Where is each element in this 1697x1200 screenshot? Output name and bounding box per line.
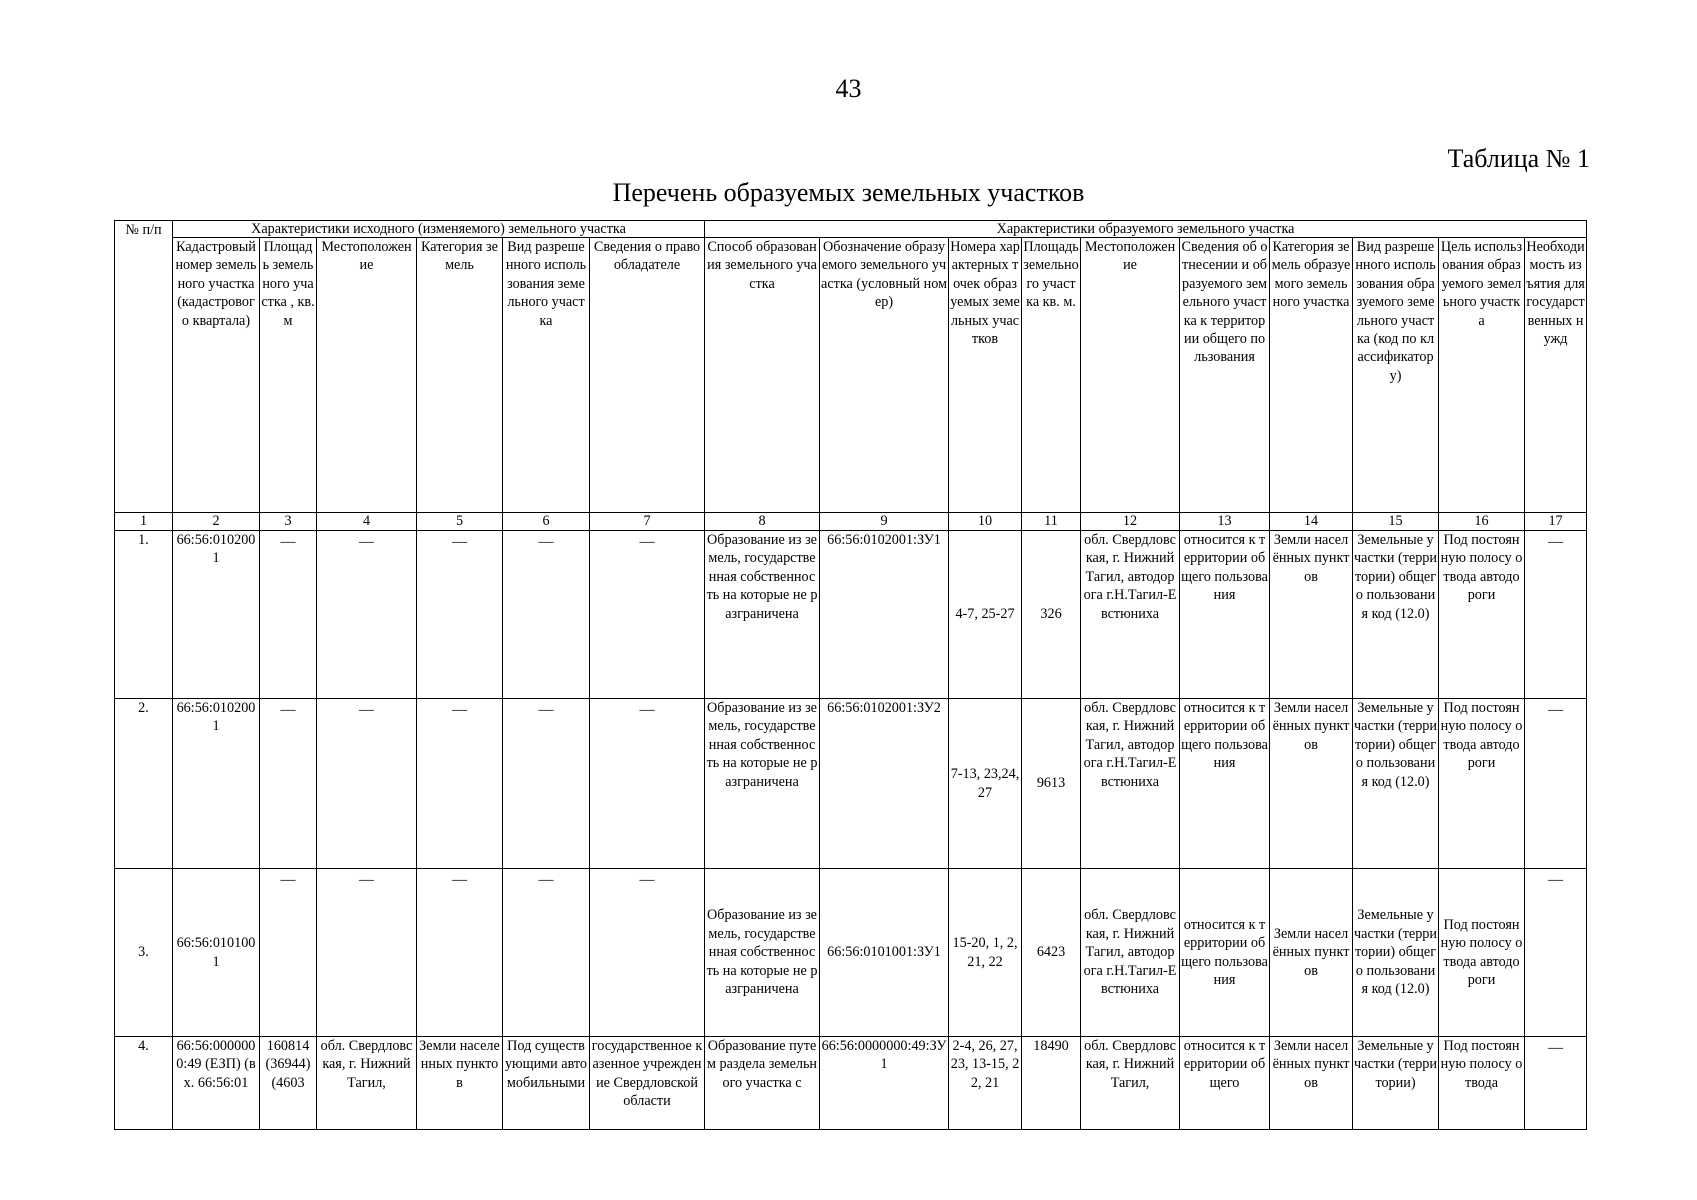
dash-mark: — xyxy=(1548,872,1564,888)
cell-owner xyxy=(590,869,705,1037)
column-index: 3 xyxy=(260,513,317,531)
column-header-row xyxy=(115,238,1587,513)
cell-designation: 66:56:0000000:49:ЗУ1 xyxy=(820,1037,949,1130)
cell-new-category: Земли населённых пунктов xyxy=(1270,531,1353,699)
header-col: Вид разрешенного использования земельного участка xyxy=(503,238,590,513)
dash-mark: — xyxy=(452,702,467,718)
header-group-new: Характеристики образуемого земельного участка xyxy=(705,221,1587,238)
cell-designation: 66:56:0102001:ЗУ2 xyxy=(820,699,949,869)
column-index: 10 xyxy=(949,513,1022,531)
cell-num: 1. xyxy=(115,531,173,699)
cell-method: Образование из земель, государственная собственность на которые не разграничена xyxy=(705,699,820,869)
cell-seizure xyxy=(1525,1037,1587,1130)
cell-location: обл. Свердловская, г. Нижний Тагил, xyxy=(317,1037,417,1130)
cell-purpose: Под постоянную полосу отвода автодороги xyxy=(1439,531,1525,699)
cell-new-area: 9613 xyxy=(1022,699,1081,869)
dash-mark: — xyxy=(359,534,374,550)
dash-mark: — xyxy=(280,534,296,550)
cell-points: 7-13, 23,24, 27 xyxy=(949,699,1022,869)
cell-owner xyxy=(590,531,705,699)
cell-location xyxy=(317,531,417,699)
cell-method: Образование из земель, государственная собственность на которые не разграничена xyxy=(705,531,820,699)
cell-public-use: относится к территории общего xyxy=(1180,1037,1270,1130)
header-col: Площадь земельного участка , кв. м xyxy=(260,238,317,513)
cell-seizure xyxy=(1525,869,1587,1037)
table-row xyxy=(115,699,1587,869)
table-row xyxy=(115,1037,1587,1130)
header-col: Необходимость изъятия для государственных нужд xyxy=(1525,238,1587,513)
header-col: Вид разрешенного использования образуемого земельного участка (код по классификатору) xyxy=(1353,238,1439,513)
column-index: 6 xyxy=(503,513,590,531)
header-col: Категория земель образуемого земельного участка xyxy=(1270,238,1353,513)
dash-mark: — xyxy=(359,702,374,718)
cell-category xyxy=(417,869,503,1037)
dash-mark: — xyxy=(452,534,467,550)
cell-new-location: обл. Свердловская, г. Нижний Тагил, автодорога г.Н.Тагил-Евстюниха xyxy=(1081,531,1180,699)
header-col: Категория земель xyxy=(417,238,503,513)
cell-public-use: относится к территории общего пользования xyxy=(1180,699,1270,869)
header-col: Сведения о правообладателе xyxy=(590,238,705,513)
cell-new-use: Земельные участки (территории) общего пользования код (12.0) xyxy=(1353,699,1439,869)
cell-new-category: Земли населённых пунктов xyxy=(1270,1037,1353,1130)
cell-cadastral: 66:56:0000000:49 (ЕЗП) (вх. 66:56:01 xyxy=(173,1037,260,1130)
dash-mark: — xyxy=(639,534,655,550)
table-title: Перечень образуемых земельных участков xyxy=(612,178,1085,207)
header-col: Способ образования земельного участка xyxy=(705,238,820,513)
dash-mark: — xyxy=(1548,1040,1564,1056)
cell-public-use: относится к территории общего пользования xyxy=(1180,531,1270,699)
cell-points: 4-7, 25-27 xyxy=(949,531,1022,699)
cell-method: Образование из земель, государственная собственность на которые не разграничена xyxy=(705,869,820,1037)
cell-designation: 66:56:0101001:ЗУ1 xyxy=(820,869,949,1037)
cell-category xyxy=(417,699,503,869)
dash-mark: — xyxy=(1548,534,1564,550)
cell-category xyxy=(417,531,503,699)
cell-location xyxy=(317,699,417,869)
cell-points: 2-4, 26, 27, 23, 13-15, 22, 21 xyxy=(949,1037,1022,1130)
cell-num: 3. xyxy=(115,869,173,1037)
header-col: Местоположение xyxy=(1081,238,1180,513)
column-index: 2 xyxy=(173,513,260,531)
cell-location xyxy=(317,869,417,1037)
dash-mark: — xyxy=(280,872,296,888)
cell-category: Земли населенных пунктов xyxy=(417,1037,503,1130)
cell-new-use: Земельные участки (территории) общего пользования код (12.0) xyxy=(1353,531,1439,699)
header-col: Площадь земельного участка кв. м. xyxy=(1022,238,1081,513)
header-col: Цель использования образуемого земельного участка xyxy=(1439,238,1525,513)
cell-new-location: обл. Свердловская, г. Нижний Тагил, xyxy=(1081,1037,1180,1130)
column-index: 14 xyxy=(1270,513,1353,531)
cell-designation: 66:56:0102001:ЗУ1 xyxy=(820,531,949,699)
header-col: Кадастровый номер земельного участка (кадастрового квартала) xyxy=(173,238,260,513)
header-col: Обозначение образуемого земельного участка (условный номер) xyxy=(820,238,949,513)
cell-cadastral: 66:56:0102001 xyxy=(173,699,260,869)
cell-num: 4. xyxy=(115,1037,173,1130)
header-col: Сведения об отнесении и образуемого земельного участка к территории общего пользования xyxy=(1180,238,1270,513)
dash-mark: — xyxy=(280,702,296,718)
header-group-source: Характеристики исходного (изменяемого) земельного участка xyxy=(173,221,705,238)
column-index: 7 xyxy=(590,513,705,531)
cell-purpose: Под постоянную полосу отвода xyxy=(1439,1037,1525,1130)
cell-num: 2. xyxy=(115,699,173,869)
cell-purpose: Под постоянную полосу отвода автодороги xyxy=(1439,869,1525,1037)
column-index: 5 xyxy=(417,513,503,531)
column-index: 8 xyxy=(705,513,820,531)
column-index: 1 xyxy=(115,513,173,531)
cell-public-use: относится к территории общего пользования xyxy=(1180,869,1270,1037)
column-index: 13 xyxy=(1180,513,1270,531)
table-label: Таблица № 1 xyxy=(1447,144,1590,173)
cell-use xyxy=(503,531,590,699)
cell-area xyxy=(260,869,317,1037)
header-col: Номера характерных точек образуемых земельных участков xyxy=(949,238,1022,513)
cell-new-area: 326 xyxy=(1022,531,1081,699)
cell-area xyxy=(260,699,317,869)
cell-use xyxy=(503,869,590,1037)
dash-mark: — xyxy=(452,872,467,888)
group-header-row xyxy=(115,221,1587,238)
cell-seizure xyxy=(1525,531,1587,699)
dash-mark: — xyxy=(1548,702,1564,718)
column-index-row xyxy=(115,513,1587,531)
header-num: № п/п xyxy=(115,221,173,513)
cell-new-area: 18490 xyxy=(1022,1037,1081,1130)
cell-new-category: Земли населённых пунктов xyxy=(1270,699,1353,869)
table-row xyxy=(115,531,1587,699)
cell-new-location: обл. Свердловская, г. Нижний Тагил, автодорога г.Н.Тагил-Евстюниха xyxy=(1081,869,1180,1037)
header-col: Местоположение xyxy=(317,238,417,513)
column-index: 9 xyxy=(820,513,949,531)
cell-area xyxy=(260,531,317,699)
column-index: 15 xyxy=(1353,513,1439,531)
column-index: 11 xyxy=(1022,513,1081,531)
cell-owner: государственное казенное учреждение Свердловской области xyxy=(590,1037,705,1130)
cell-use: Под существующими автомобильными xyxy=(503,1037,590,1130)
cell-new-location: обл. Свердловская, г. Нижний Тагил, автодорога г.Н.Тагил-Евстюниха xyxy=(1081,699,1180,869)
land-plots-table xyxy=(114,220,1587,1130)
column-index: 16 xyxy=(1439,513,1525,531)
cell-area: 160814 (36944) (4603 xyxy=(260,1037,317,1130)
dash-mark: — xyxy=(538,872,554,888)
cell-new-area: 6423 xyxy=(1022,869,1081,1037)
column-index: 17 xyxy=(1525,513,1587,531)
cell-method: Образование путем раздела земельного участка с xyxy=(705,1037,820,1130)
dash-mark: — xyxy=(359,872,374,888)
cell-new-category: Земли населённых пунктов xyxy=(1270,869,1353,1037)
dash-mark: — xyxy=(538,534,554,550)
cell-new-use: Земельные участки (территории) общего пользования код (12.0) xyxy=(1353,869,1439,1037)
dash-mark: — xyxy=(639,702,655,718)
cell-seizure xyxy=(1525,699,1587,869)
cell-use xyxy=(503,699,590,869)
column-index: 12 xyxy=(1081,513,1180,531)
cell-new-use: Земельные участки (территории) xyxy=(1353,1037,1439,1130)
column-index: 4 xyxy=(317,513,417,531)
dash-mark: — xyxy=(639,872,655,888)
table-row xyxy=(115,869,1587,1037)
dash-mark: — xyxy=(538,702,554,718)
cell-cadastral: 66:56:0102001 xyxy=(173,531,260,699)
page-number: 43 xyxy=(835,74,862,103)
cell-points: 15-20, 1, 2, 21, 22 xyxy=(949,869,1022,1037)
cell-owner xyxy=(590,699,705,869)
cell-cadastral: 66:56:0101001 xyxy=(173,869,260,1037)
cell-purpose: Под постоянную полосу отвода автодороги xyxy=(1439,699,1525,869)
